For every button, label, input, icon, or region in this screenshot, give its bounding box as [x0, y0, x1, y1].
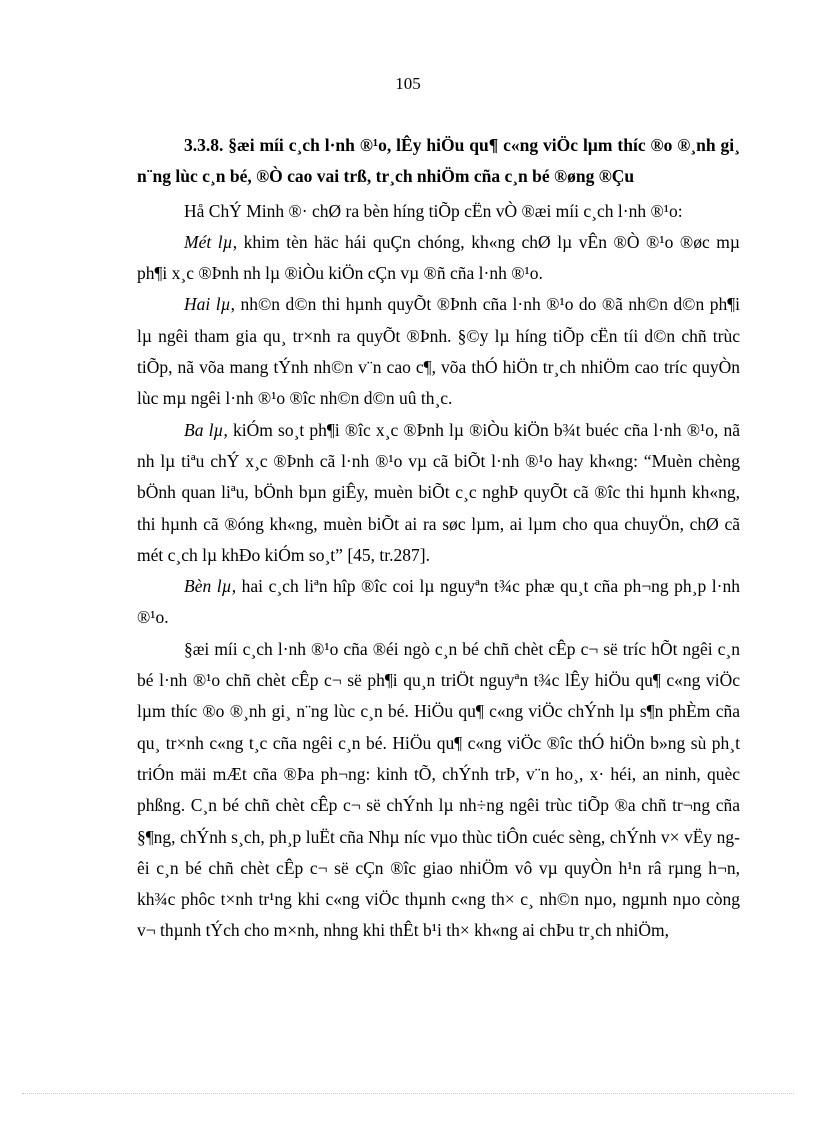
- paragraph-first-point: [137, 227, 740, 290]
- page-content: [137, 130, 740, 947]
- paragraph-text: , hai c¸ch liªn hîp ®îc coi lµ nguyªn t¾c phæ qu¸t cña ph¬ng ph¸p l·nh ®¹o.: [137, 576, 740, 628]
- paragraph-lead: Mét lµ: [184, 231, 233, 252]
- paragraph-lead: Ba lµ: [184, 419, 224, 440]
- paragraph-text: Hå ChÝ Minh ®· chØ ra bèn híng tiÕp cËn vÒ ®æi míi c¸ch l·nh ®¹o:: [184, 200, 683, 221]
- paragraph-lead: Hai lµ: [184, 294, 231, 315]
- page-bottom-divider: [22, 1093, 794, 1094]
- section-heading: 3.3.8. §æi míi c¸ch l·nh ®¹o, lÊy hiÖu qu¶ c«ng viÖc lµm thíc ®o ®¸nh gi¸ n¨ng lùc c¸n bé, ®Ò cao vai trß, tr¸ch nhiÖm cña c¸n bé ®øng ®Çu: [137, 135, 740, 187]
- paragraph-text: , khim tèn häc hái quÇn chóng, kh«ng chØ lµ vÊn ®Ò ®¹o ®øc mµ ph¶i x¸c ®Þnh nh lµ ®iÒu kiÖn cÇn vµ ®ñ cña l·nh ®¹o.: [137, 231, 741, 284]
- paragraph-text: §æi míi c¸ch l·nh ®¹o cña ®éi ngò c¸n bé chñ chèt cÊp c¬ së tríc hÕt ngêi c¸n bé l·nh ®¹o chñ chèt cÊp c¬ së ph¶i qu¸n triÖt nguyªn t¾c lÊy hiÖu qu¶ c«ng viÖc lµm thíc ®o ®¸nh gi¸ n¨ng lùc c¸n bé. HiÖu qu¶ c«ng viÖc chÝnh lµ s¶n phÈm cña qu¸ tr×nh c«ng t¸c cña ngêi c¸n bé. HiÖu qu¶ c«ng viÖc ®îc thÓ hiÖn b»ng sù ph¸t triÓn mäi mÆt cña ®Þa ph¬ng: kinh tÕ, chÝnh trÞ, v¨n ho¸, x· héi, an ninh, quèc phßng. C¸n bé chñ chèt cÊp c¬ së chÝnh lµ nh÷ng ngêi trùc tiÕp ®a chñ tr¬ng cña §¶ng, chÝnh s¸ch, ph¸p luËt cña Nhµ níc vµo thùc tiÔn cuéc sèng, chÝnh v× vËy ngêi c¸n bé chñ chèt cÊp c¬ së cÇn ®îc giao nhiÖm vô vµ quyÒn h¹n râ rµng h¬n, kh¾c phôc t×nh tr¹ng khi c«ng viÖc thµnh c«ng th× c¸ nh©n nµo, ngµnh nµo còng v¬ thµnh tÝch cho m×nh, nhng khi thÊt b¹i th× kh«ng ai chÞu tr¸ch nhiÖm,: [137, 638, 740, 941]
- paragraph-third-point: [137, 415, 740, 571]
- paragraph-second-point: [137, 289, 740, 414]
- paragraph-text: , nh©n d©n thi hµnh quyÕt ®Þnh cña l·nh ®¹o do ®ã nh©n d©n ph¶i lµ ngêi tham gia qu¸ tr×nh ra quyÕt ®Þnh. §©y lµ híng tiÕp cËn tíi d©n chñ trùc tiÕp, nã võa mang tÝnh nh©n v¨n cao c¶, võa thÓ hiÖn tr¸ch nhiÖm cao tríc quyÒn lùc mµ ngêi l·nh ®¹o ®îc nh©n d©n uû th¸c.: [137, 294, 740, 409]
- paragraph-body: [137, 634, 740, 947]
- paragraph-lead: Bèn lµ: [184, 576, 232, 597]
- page-number: 105: [395, 74, 421, 93]
- paragraph-text: , kiÓm so¸t ph¶i ®îc x¸c ®Þnh lµ ®iÒu kiÖn b¾t buéc cña l·nh ®¹o, nã nh lµ tiªu chÝ x¸c ®Þnh cã l·nh ®¹o vµ cã biÕt l·nh ®¹o hay kh«ng: “Muèn chèng bÖnh quan liªu, bÖnh bµn giÊy, muèn biÕt c¸c nghÞ quyÕt cã ®îc thi hµnh kh«ng, thi hµnh cã ®óng kh«ng, muèn biÕt ai ra søc lµm, ai lµm cho qua chuyÖn, chØ cã mét c¸ch lµ khÐo kiÓm so¸t” [45, tr.287].: [137, 419, 741, 565]
- paragraph-intro: [137, 196, 740, 227]
- paragraph-fourth-point: [137, 571, 740, 634]
